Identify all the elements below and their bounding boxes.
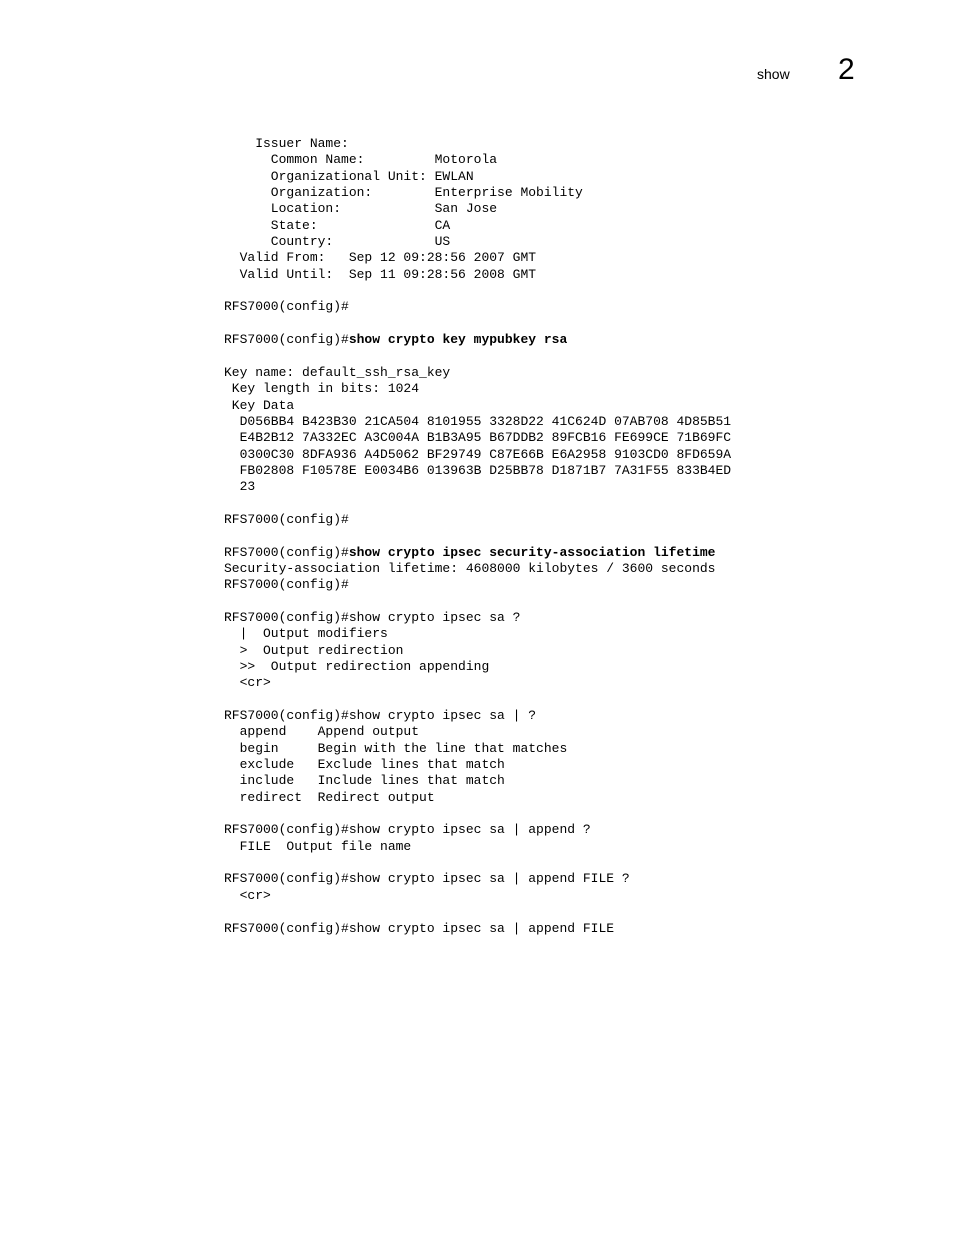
code-line (224, 201, 731, 217)
code-line (224, 822, 731, 838)
code-line (224, 381, 731, 397)
code-line-text: | Output modifiers (224, 626, 388, 642)
code-line-text: Security-association lifetime: 4608000 kilobytes / 3600 seconds (224, 560, 716, 576)
code-line-text: redirect Redirect output (224, 789, 435, 805)
code-line-text: E4B2B12 7A332EC A3C004A B1B3A95 B67DDB2 89FCB16 FE699CE 71B69FC (224, 430, 732, 446)
code-line (224, 365, 731, 381)
code-line (224, 136, 731, 152)
code-line (224, 773, 731, 789)
code-line-text: RFS7000(config)# (224, 332, 349, 348)
code-line-text: <cr> (224, 887, 271, 903)
code-line (224, 414, 731, 430)
code-line-text: Valid Until: Sep 11 09:28:56 2008 GMT (224, 266, 537, 282)
code-line (224, 643, 731, 659)
code-line-text: 0300C30 8DFA936 A4D5062 BF29749 C87E66B E6A2958 9103CD0 8FD659A (224, 446, 732, 462)
code-line-text: FB02808 F10578E E0034B6 013963B D25BB78 D1871B7 7A31F55 833B4ED (224, 462, 732, 478)
code-line-text: RFS7000(config)#show crypto ipsec sa | append FILE ? (224, 871, 630, 887)
code-line-text: Valid From: Sep 12 09:28:56 2007 GMT (224, 250, 537, 266)
code-line (224, 283, 731, 299)
code-line (224, 316, 731, 332)
code-line (224, 299, 731, 315)
code-line (224, 904, 731, 920)
header-chapter-number: 2 (838, 53, 855, 86)
code-line (224, 332, 731, 348)
code-line-text: Organizational Unit: EWLAN (224, 168, 474, 184)
code-line-text: Location: San Jose (224, 201, 498, 217)
code-line (224, 610, 731, 626)
code-line-text: begin Begin with the line that matches (224, 740, 568, 756)
code-line-text: Organization: Enterprise Mobility (224, 185, 583, 201)
code-line (224, 479, 731, 495)
code-line (224, 250, 731, 266)
command-text: show crypto key mypubkey rsa (348, 332, 568, 348)
code-line (224, 561, 731, 577)
code-line (224, 463, 731, 479)
code-line (224, 871, 731, 887)
code-line-text: Key name: default_ssh_rsa_key (224, 364, 451, 380)
code-line-text: RFS7000(config)#show crypto ipsec sa | ? (224, 708, 537, 724)
code-line (224, 692, 731, 708)
code-line-text: RFS7000(config)#show crypto ipsec sa ? (224, 609, 521, 625)
code-line-text: append Append output (224, 724, 420, 740)
code-line-text: Country: US (224, 234, 451, 250)
code-line (224, 169, 731, 185)
code-line (224, 888, 731, 904)
code-line (224, 626, 731, 642)
code-line (224, 806, 731, 822)
code-line (224, 790, 731, 806)
code-line-text: include Include lines that match (224, 773, 505, 789)
code-line-text: RFS7000(config)# (224, 544, 349, 560)
code-line (224, 185, 731, 201)
code-line (224, 348, 731, 364)
code-line (224, 447, 731, 463)
code-line-text: RFS7000(config)# (224, 577, 349, 593)
code-line-text: >> Output redirection appending (224, 659, 490, 674)
code-line (224, 512, 731, 528)
code-line (224, 218, 731, 234)
cli-output-block (224, 136, 731, 937)
code-line (224, 855, 731, 871)
code-line (224, 398, 731, 414)
command-text: show crypto ipsec security-association lifetime (348, 544, 716, 560)
code-line (224, 152, 731, 168)
code-line-text: exclude Exclude lines that match (224, 757, 505, 773)
code-line-text: RFS7000(config)#show crypto ipsec sa | append FILE (224, 920, 615, 936)
code-line (224, 708, 731, 724)
code-line (224, 757, 731, 773)
code-line-text: Issuer Name: (224, 136, 349, 151)
code-line (224, 659, 731, 675)
code-line-text: D056BB4 B423B30 21CA504 8101955 3328D22 41C624D 07AB708 4D85B51 (224, 413, 732, 429)
code-line-text: RFS7000(config)# (224, 511, 349, 527)
code-line (224, 234, 731, 250)
code-line (224, 839, 731, 855)
code-line-text: RFS7000(config)#show crypto ipsec sa | append ? (224, 822, 591, 838)
header-section-name: show (757, 66, 790, 82)
code-line (224, 675, 731, 691)
code-line (224, 496, 731, 512)
code-line (224, 545, 731, 561)
code-line (224, 724, 731, 740)
code-line (224, 528, 731, 544)
code-line (224, 594, 731, 610)
code-line-text: State: CA (224, 217, 451, 233)
code-line-text: 23 (224, 479, 256, 495)
code-line-text: FILE Output file name (224, 838, 412, 854)
code-line (224, 921, 731, 937)
code-line (224, 741, 731, 757)
code-line-text: Key length in bits: 1024 (224, 381, 420, 397)
code-line-text: <cr> (224, 675, 271, 691)
code-line-text: Key Data (224, 397, 295, 413)
code-line (224, 577, 731, 593)
code-line-text: > Output redirection (224, 642, 404, 658)
code-line-text: RFS7000(config)# (224, 299, 349, 315)
code-line (224, 267, 731, 283)
code-line-text: Common Name: Motorola (224, 152, 498, 168)
code-line (224, 430, 731, 446)
